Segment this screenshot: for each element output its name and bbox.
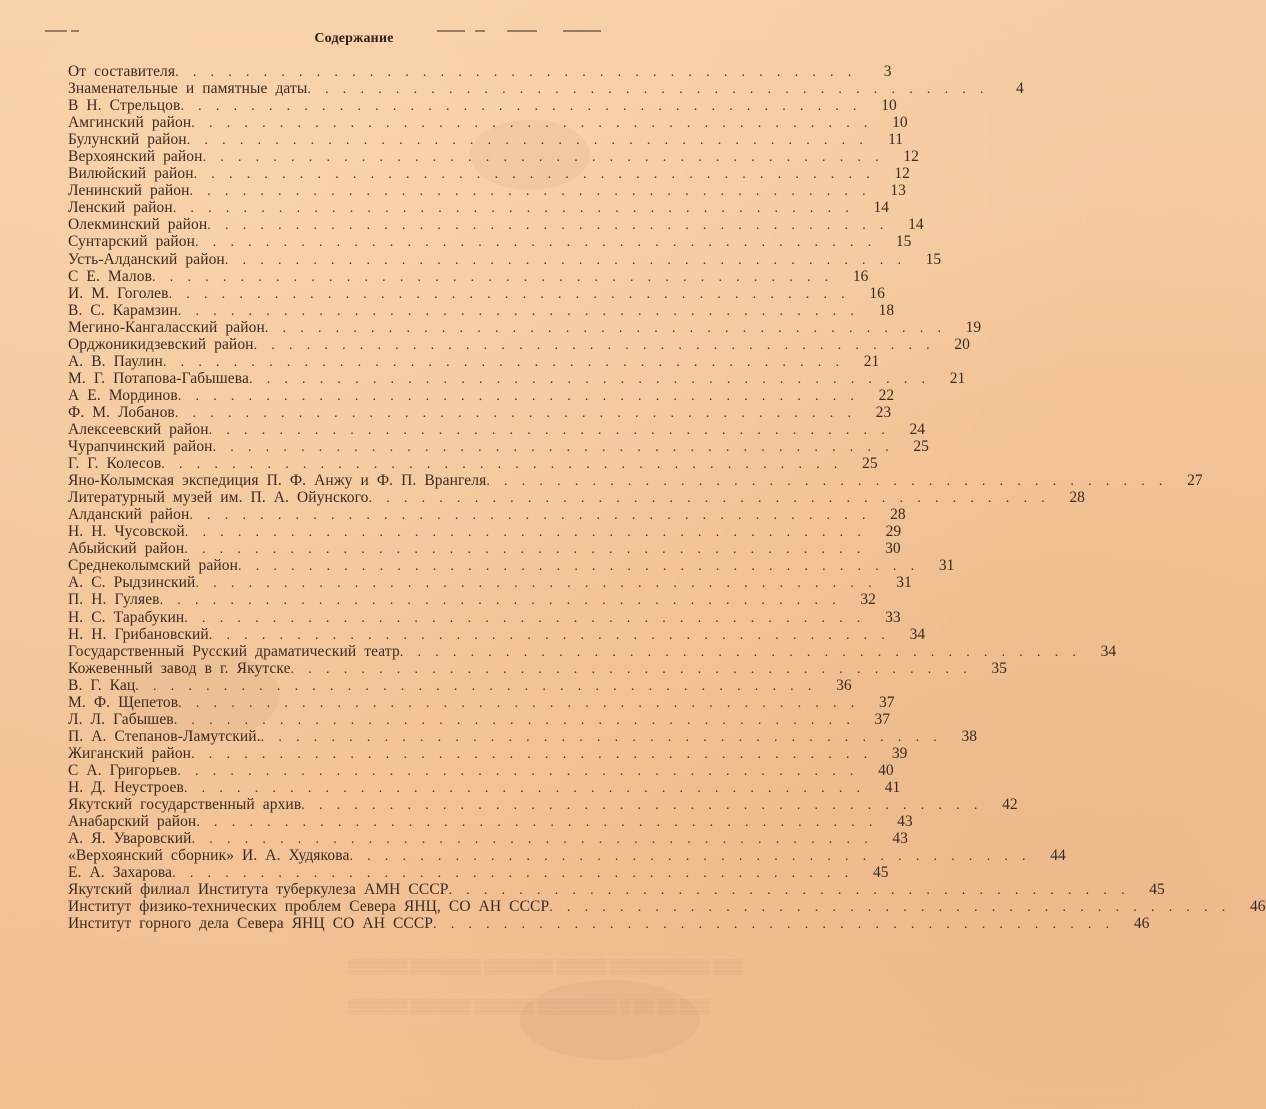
toc-entry (68, 455, 878, 473)
toc-entry-label: Олекминский район (68, 216, 208, 234)
toc-entry (68, 233, 912, 251)
toc-entry-page-number: 34 (1100, 642, 1117, 660)
toc-entry-page-number: 16 (869, 284, 885, 302)
toc-entry (68, 796, 1018, 814)
toc-entry (68, 506, 906, 524)
toc-entry (68, 369, 966, 387)
toc-dot-leader: ....................................... (486, 474, 1177, 490)
toc-dot-leader: ....................................... (195, 235, 886, 251)
toc-entry-label: Жиганский район (68, 744, 192, 762)
toc-entry (68, 182, 906, 200)
toc-entry-page-number: 22 (878, 386, 895, 404)
toc-entry-label: Кожевенный завод в г. Якутске (68, 659, 291, 677)
toc-entry-page-number: 39 (891, 744, 908, 762)
toc-entry-page-number: 45 (1149, 881, 1165, 899)
toc-entry-page-number: 21 (863, 352, 880, 370)
toc-entry (68, 898, 1266, 916)
toc-entry (68, 403, 892, 421)
toc-dot-leader: ....................................... (183, 780, 875, 796)
toc-entry-page-number: 20 (954, 335, 970, 353)
toc-dot-leader: ....................................... (172, 866, 863, 882)
toc-entry (68, 710, 891, 728)
toc-dot-leader: ....................................... (178, 695, 869, 711)
toc-entry (68, 591, 876, 609)
toc-dot-leader: ....................................... (152, 269, 843, 285)
toc-entry-page-number: 38 (961, 727, 977, 745)
toc-entry (68, 267, 869, 285)
toc-entry-label: П. Н. Гуляев (68, 591, 160, 609)
toc-dot-leader: ....................................... (174, 405, 866, 421)
toc-entry-page-number: 36 (836, 676, 852, 694)
toc-entry (68, 80, 1024, 98)
toc-dot-leader: ....................................... (208, 627, 900, 643)
bleed-through-text: ▒▒▒ ▒▒ ▒▒ ▒ ▒▒▒▒▒▒▒▒ ▒▒▒▒▒▒ ▒▒▒▒▒▒ ▒▒▒▒▒▒ (348, 1000, 710, 1015)
toc-entry (68, 625, 926, 643)
toc-entry (68, 881, 1165, 899)
toc-entry (68, 250, 942, 268)
toc-entry-label: Яно-Колымская экспедиция П. Ф. Анжу и Ф. П. Врангеля (68, 472, 487, 490)
toc-entry-page-number: 14 (908, 216, 924, 234)
toc-entry-page-number: 33 (885, 608, 901, 626)
toc-entry (68, 63, 892, 80)
toc-entry (68, 199, 890, 217)
toc-entry-label: Ленский район (68, 199, 173, 217)
toc-entry-page-number: 37 (874, 710, 891, 728)
toc-entry (68, 335, 970, 353)
toc-entry-label: В. С. Карамзин (68, 301, 178, 319)
toc-entry-label: А Е. Мординов (68, 386, 178, 404)
toc-entry-label: Среднеколымский район (68, 557, 239, 575)
toc-entry-label: Н. Д. Неустроев (68, 778, 184, 796)
toc-entry-page-number: 40 (878, 761, 894, 779)
toc-entry-page-number: 30 (885, 540, 901, 558)
toc-dot-leader: ....................................... (196, 815, 887, 831)
toc-dot-leader: ....................................... (172, 201, 864, 217)
toc-entry-page-number: 29 (885, 523, 902, 541)
toc-dot-leader: ....................................... (195, 576, 886, 592)
toc-entry (68, 813, 913, 831)
toc-entry-page-number: 24 (909, 420, 925, 438)
toc-dot-leader: ....................................... (448, 883, 1139, 899)
toc-entry-label: Ленинский район (68, 182, 190, 200)
toc-entry-page-number: 4 (1015, 80, 1024, 98)
toc-entry-label: Якутский филиал Института туберкулеза АМН СССР (68, 881, 449, 899)
toc-entry-label: Государственный Русский драматический театр (68, 642, 400, 660)
toc-entry-label: Н. С. Тарабукин (68, 608, 185, 626)
toc-entry (68, 148, 919, 166)
toc-entry (68, 420, 925, 438)
toc-dot-leader: ....................................... (162, 354, 854, 370)
toc-entry-label: А. Я. Уваровский (68, 830, 192, 848)
toc-entry (68, 761, 894, 779)
toc-dot-leader: ....................................... (161, 457, 852, 473)
toc-entry-label: Институт физико-технических проблем Севера ЯНЦ, СО АН СССР (68, 898, 550, 916)
toc-entry (68, 386, 895, 404)
toc-dot-leader: ....................................... (301, 798, 992, 814)
toc-entry-page-number: 37 (878, 693, 895, 711)
toc-entry (68, 574, 912, 592)
table-of-contents (68, 63, 1266, 933)
toc-dot-leader: ....................................... (168, 286, 859, 302)
toc-entry-label: Булунский район (68, 131, 187, 149)
toc-entry (68, 830, 908, 848)
toc-entry-page-number: 19 (965, 318, 982, 336)
toc-dot-leader: ....................................... (186, 133, 878, 149)
toc-entry (68, 165, 910, 183)
toc-entry-page-number: 31 (938, 557, 955, 575)
toc-entry-page-number: 13 (890, 182, 906, 200)
toc-dot-leader: ....................................... (159, 593, 850, 609)
toc-entry-page-number: 31 (896, 574, 912, 592)
toc-entry (68, 847, 1066, 865)
toc-dot-leader: ....................................... (191, 116, 882, 132)
toc-dot-leader: ....................................... (260, 729, 951, 745)
toc-entry-label: С Е. Малов (68, 267, 153, 285)
toc-entry (68, 778, 901, 796)
toc-entry-page-number: 25 (913, 438, 929, 456)
toc-dot-leader: ....................................... (208, 422, 899, 438)
toc-entry-label: Усть-Алданский район (68, 250, 225, 268)
toc-dot-leader: ....................................... (290, 661, 981, 677)
toc-entry-page-number: 14 (873, 199, 890, 217)
toc-entry (68, 97, 897, 115)
toc-entry-page-number: 43 (892, 830, 908, 848)
toc-entry-label: П. А. Степанов-Ламутский. (68, 727, 261, 745)
page-title: Содержание (314, 31, 394, 46)
toc-dot-leader: ....................................... (212, 440, 903, 456)
toc-entry-label: «Верхоянский сборник» И. А. Худякова (68, 847, 350, 865)
toc-entry-label: М. Ф. Щепетов (68, 693, 179, 711)
toc-dot-leader: ....................................... (191, 832, 882, 848)
toc-entry (68, 540, 901, 558)
toc-dot-leader: ....................................... (189, 508, 880, 524)
toc-dot-leader: ....................................... (549, 900, 1240, 916)
toc-entry-label: Л. Л. Габышев (68, 710, 174, 728)
toc-entry-page-number: 15 (895, 233, 912, 251)
toc-entry (68, 659, 1007, 677)
toc-entry-label: Мегино-Кангаласский район (68, 318, 265, 336)
toc-dot-leader: ....................................... (433, 917, 1124, 933)
toc-dot-leader: ....................................... (184, 542, 875, 558)
toc-dot-leader: ....................................... (189, 184, 880, 200)
toc-entry-label: Сунтарский район (68, 233, 196, 251)
toc-entry-label: Вилюйский район (68, 165, 194, 183)
toc-entry-page-number: 11 (888, 131, 904, 149)
toc-entry-label: В. Г. Кац (68, 676, 136, 694)
toc-entry (68, 608, 901, 626)
toc-dot-leader: ....................................... (253, 337, 944, 353)
toc-entry-label: Е. А. Захарова (68, 864, 173, 882)
toc-entry-label: Анабарский район (68, 813, 197, 831)
toc-entry (68, 318, 982, 336)
toc-entry-page-number: 25 (862, 455, 878, 473)
toc-dot-leader: ....................................... (307, 82, 998, 98)
toc-entry-page-number: 15 (925, 250, 942, 268)
toc-entry-label: Амгинский район (68, 114, 192, 132)
toc-dot-leader: ....................................... (193, 167, 884, 183)
toc-entry (68, 284, 885, 302)
toc-entry (68, 472, 1203, 490)
toc-entry-page-number: 3 (883, 63, 892, 80)
toc-entry (68, 676, 852, 694)
toc-entry-label: Знаменательные и памятные даты (68, 80, 308, 98)
toc-dot-leader: ....................................... (264, 320, 956, 336)
toc-entry (68, 693, 895, 711)
toc-entry-label: Абыйский район (68, 540, 185, 558)
toc-entry-page-number: 23 (875, 403, 892, 421)
toc-dot-leader: ....................................... (224, 252, 916, 268)
toc-entry-label: М. Г. Потапова-Габышева (68, 369, 249, 387)
toc-dot-leader: ....................................... (248, 371, 940, 387)
toc-entry-label: А. С. Рыдзинский (68, 574, 196, 592)
toc-entry (68, 216, 924, 234)
toc-dot-leader: ....................................... (173, 712, 865, 728)
toc-entry-page-number: 27 (1187, 472, 1203, 490)
toc-entry-page-number: 16 (852, 267, 869, 285)
toc-entry-page-number: 28 (890, 506, 906, 524)
toc-entry (68, 744, 908, 762)
toc-entry-label: Г. Г. Колесов (68, 455, 162, 473)
toc-entry-page-number: 46 (1250, 898, 1266, 916)
toc-entry (68, 352, 880, 370)
toc-entry-label: Литературный музей им. П. А. Ойунского (68, 489, 369, 507)
toc-dot-leader: ....................................... (184, 525, 876, 541)
toc-entry-label: Верхоянский район (68, 148, 203, 166)
toc-entry-label: С А. Григорьев (68, 761, 178, 779)
toc-entry-page-number: 32 (860, 591, 876, 609)
toc-dot-leader: ....................................... (191, 746, 882, 762)
toc-entry-page-number: 43 (897, 813, 913, 831)
toc-entry-label: И. М. Гоголев (68, 284, 169, 302)
toc-entry-label: Чурапчинский район (68, 438, 213, 456)
toc-dot-leader: ....................................... (207, 218, 898, 234)
toc-entry (68, 642, 1117, 660)
toc-entry-label: А. В. Паулин (68, 352, 163, 370)
toc-entry (68, 301, 895, 319)
toc-entry-page-number: 10 (881, 97, 897, 115)
toc-dot-leader: ....................................... (177, 388, 869, 404)
toc-dot-leader: ....................................... (238, 559, 929, 575)
toc-entry-page-number: 10 (892, 114, 908, 132)
toc-dot-leader: ....................................... (175, 65, 866, 80)
toc-entry-label: Н. Н. Чусовской (68, 523, 185, 541)
toc-dot-leader: ....................................... (349, 849, 1040, 865)
toc-entry-label: Ф. М. Лобанов (68, 403, 175, 421)
toc-entry (68, 557, 955, 575)
toc-entry-page-number: 34 (909, 625, 926, 643)
toc-entry-page-number: 46 (1133, 915, 1150, 933)
toc-entry-label: Алданский район (68, 506, 190, 524)
toc-dot-leader: ....................................... (180, 99, 871, 115)
toc-entry-page-number: 21 (949, 369, 966, 387)
toc-dot-leader: ....................................... (399, 644, 1091, 660)
toc-entry-page-number: 42 (1002, 796, 1018, 814)
toc-entry-page-number: 35 (991, 659, 1007, 677)
paper-stain (520, 980, 700, 1060)
toc-dot-leader: ....................................... (135, 678, 826, 694)
toc-entry-page-number: 12 (894, 165, 910, 183)
toc-entry (68, 131, 904, 149)
toc-entry (68, 915, 1150, 933)
bleed-through-text: ▒▒▒ ▒▒▒▒▒▒▒▒▒▒ ▒▒▒▒▒ ▒▒▒▒▒▒▒ ▒▒▒▒▒▒▒ ▒▒▒▒▒▒ (348, 960, 743, 975)
toc-entry (68, 727, 977, 745)
toc-entry-label: Якутский государственный архив (68, 796, 302, 814)
toc-entry (68, 489, 1085, 507)
toc-entry-page-number: 45 (872, 864, 889, 882)
toc-dot-leader: ....................................... (177, 303, 869, 319)
toc-entry-label: Институт горного дела Севера ЯНЦ СО АН СССР (68, 915, 433, 933)
toc-entry-page-number: 12 (903, 148, 919, 166)
toc-entry-label: От составителя (68, 63, 176, 80)
toc-entry (68, 438, 929, 456)
toc-entry (68, 114, 908, 132)
toc-entry-page-number: 18 (878, 301, 895, 319)
toc-entry-label: Н. Н. Грибановский (68, 625, 209, 643)
toc-entry-page-number: 41 (884, 778, 901, 796)
toc-entry-page-number: 44 (1050, 847, 1066, 865)
toc-entry (68, 523, 902, 541)
toc-dot-leader: ....................................... (368, 491, 1059, 507)
toc-dot-leader: ....................................... (177, 763, 868, 779)
toc-entry-label: Орджоникидзевский район (68, 335, 254, 353)
toc-entry-page-number: 28 (1069, 489, 1085, 507)
toc-dot-leader: ....................................... (184, 610, 875, 626)
toc-dot-leader: ....................................... (202, 150, 893, 166)
toc-entry-label: Алексеевский район (68, 420, 209, 438)
toc-entry-label: В Н. Стрельцов (68, 97, 181, 115)
toc-entry (68, 864, 889, 882)
